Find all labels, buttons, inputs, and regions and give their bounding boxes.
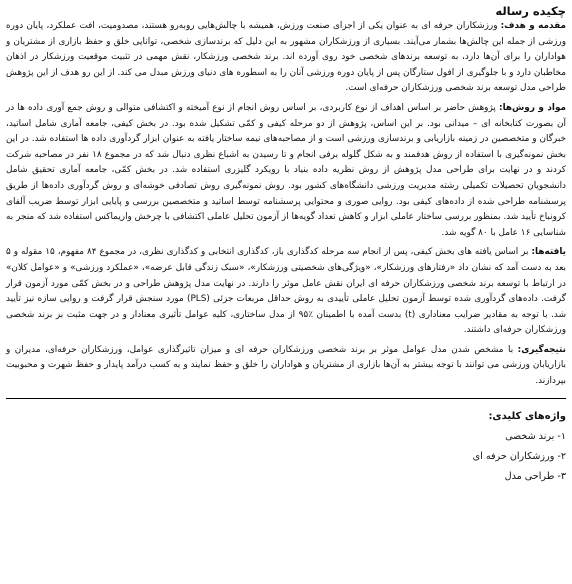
section-introduction: [6, 19, 566, 97]
keywords-heading: واژه‌های کلیدی:: [488, 410, 566, 422]
section-introduction-text: ورزشکاران حرفه ای به عنوان یکی از اجزای صنعت ورزش، همیشه با چالش‌هایی روبه‌رو هستند، مصدومیت، افت عملکرد، پایان دوره ورزشی از جمله این چالش‌ها بشمار می‌آیند. بسیاری از ورزشکاران مشهور به این دلیل که برندسازی شخصی، توانایی خلق و حفظ بازاری از مشتریان و هواداران را برای آن‌ها دارد، به توسعه برندهای شخصی خود روی آورده اند. برند شخصی ورزشکار، نقش مهمی در تثبیت موقعیت ورزشکار در اذهان مخاطبان دارد و با جلوگیری از افول ستارگان پس از پایان دوره ورزشی آنان را به اسطوره های دنیای ورزش مبدل می کند. از این رو هدف از این پژوهش طراحی مدل توسعه برند شخصی ورزشکاران حرفه‌ای است.: [6, 21, 566, 94]
section-conclusion: [6, 343, 566, 390]
keyword-item: ۲- ورزشکاران حرفه ای: [472, 450, 566, 462]
section-divider: [6, 398, 566, 399]
section-conclusion-text: با مشخص شدن مدل عوامل موثر بر برند شخصی ورزشکاران حرفه ای و میزان تاثیرگذاری عوامل، ورزشکاران حرفه‌ای، مدیران و بازاریابان ورزشی می توانند با توجه بیشتر به آن‌ها بازاری از مشتریان و هواداران را خلق و حفظ نمایند و به کسب درآمد پایدار و حفظ شهرت و محبوبیت بپردازند.: [6, 344, 566, 387]
section-conclusion-heading: نتیجه‌گیری:: [517, 344, 566, 355]
section-methods-heading: مواد و روش‌ها:: [499, 102, 567, 113]
section-findings-heading: یافته‌ها:: [531, 247, 566, 258]
section-methods: [6, 101, 566, 241]
keywords-list: [6, 427, 566, 487]
abstract-title: چکیده رساله: [495, 4, 566, 18]
section-findings-text: بر اساس یافته های بخش کیفی، پس از انجام سه مرحله کدگذاری باز، کدگذاری انتخابی و کدگذاری نظری، در مجموع ۸۴ مفهوم، ۱۵ مقوله و ۵ بعد به دست آمد که نشان داد «رفتارهای ورزشکار»، «ویژگی‌های شخصیتی ورزشکار»، «سبک زندگی قابل عرضه»، «عملکرد ورزشی» و «عوامل کلان» در ارتباط با توسعه برند شخصی ورزشکاران حرفه ای ایران نقش عامل موثر را دارند. در نهایت مدل پژوهش طراحی و در بخش کمّی مورد آزمون قرار گرفت. داده‌های گردآوری شده توسط آزمون تحلیل عاملی تأییدی به روش حداقل مربعات جزئی (PLS) مورد سنجش قرار گرفت و روایی سازه نیز تأیید شد. با توجه به مقادیر ضرایب معناداری (t) بدست آمده با اطمینان ٪۹۵ از مدل ساختاری، کلیه عوامل تأثیری معنادار و در جهت مثبت بر برند شخصی ورزشکاران حرفه‌ای داشتند.: [6, 247, 566, 336]
keyword-item: ۳- طراحی مدل: [504, 470, 566, 482]
section-methods-text: پژوهش حاضر بر اساس اهداف از نوع کاربردی، بر اساس روش انجام از نوع آمیخته و اکتشافی متوالی و روش جمع آوری داده ها در آن بصورت کتابخانه ای – میدانی بود. بر این اساس، پژوهش از دو مرحله کیفی و کمّی تشکیل شده بود. در بخش کیفی، جامعه آماری شامل اساتید، خبرگان و متخصصین در زمینه بازاریابی و برندسازی ورزشی است و از مصاحبه‌های نیمه ساختار یافته به عنوان ابزار گردآوری داده ها استفاده شد. در این بخش نمونه‌گیری با استفاده از روش هدفمند و به شکل گلوله برفی انجام و تا رسیدن به اشباع نظری دنبال شد که در مجموع ۱۸ نفر در مصاحبه شرکت کردند و در نهایت برای طراحی مدل پژوهش از روش نظریه داده بنیاد با رویکرد گلیزری استفاده شد. در بخش کمّی، جامعه آماری تحقیق شامل دانشجویان تحصیلات تکمیلی رشته مدیریت ورزشی دانشگاه‌های کشور بود. روش نمونه‌گیری روش تصادفی خوشه‌ای و روش گردآوری داده‌ها از طریق پرسشنامه طراحی شده از داده‌های کیفی بود. روایی صوری و محتوایی پرسشنامه توسط اساتید و متخصصین بررسی و پایایی ابزار توسط ضریب آلفای کرونباخ تأیید شد. بمنظور بررسی ساختار عاملی ابزار و کاهش تعداد گویه‌ها از آزمون تحلیل عاملی اکتشافی با چرخش واریماکس استفاده شد که منجر به شناسایی ۱۶ عامل با ۸۰ گویه شد.: [6, 102, 566, 238]
keyword-item: ۱- برند شخصی: [505, 430, 566, 442]
section-findings: [6, 245, 566, 339]
section-introduction-heading: مقدمه و هدف:: [500, 21, 566, 31]
